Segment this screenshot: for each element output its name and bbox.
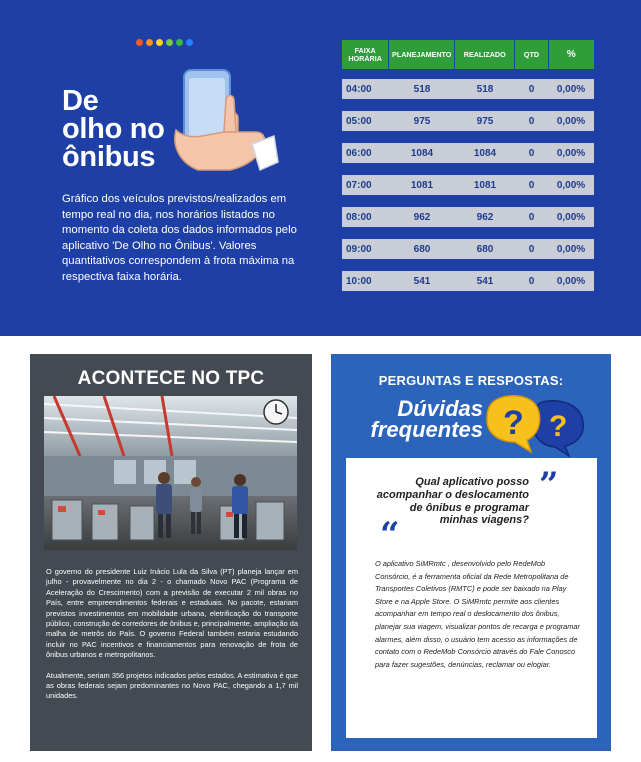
- table-cell: 09:00: [346, 243, 372, 255]
- table-cell: 0: [528, 147, 535, 159]
- faq-card: [331, 354, 611, 751]
- table-cell: 0,00%: [556, 211, 586, 223]
- schedule-table-body: [342, 79, 594, 291]
- table-row: [342, 175, 594, 195]
- table-row: [342, 143, 594, 163]
- color-dot: [186, 39, 193, 46]
- news-title: ACONTECE NO TPC: [77, 368, 265, 389]
- bubble-question-mark: ?: [549, 410, 568, 443]
- close-quote-icon: ”: [539, 465, 559, 505]
- faq-kicker: PERGUNTAS E RESPOSTAS:: [378, 373, 564, 388]
- news-card: [30, 354, 312, 751]
- table-cell: 541: [476, 275, 494, 287]
- table-row: [342, 207, 594, 227]
- color-dots: [136, 39, 193, 46]
- news-paragraph: O governo do presidente Luiz Inácio Lula da Silva (PT) planeja lançar em julho - provavelmente no dia 2 - o chamado Novo PAC (Programa de Aceleração do Crescimento) com a previsão de executar 2 mil obras no País, entre empreendimentos federais e estaduais. No pacote, estariam previstos investimentos em mobilidade urbana, eletrificação do transporte público, construção de corredores de ônibus e, principalmente, ampliação da malha de metrôs do País. O governo Federal também estaria estudando incluir no PAC incentivos e financiamentos para renovação de frota de ônibus urbanos e metropolitanos.: [46, 567, 298, 660]
- faq-title: Dúvidas frequentes: [370, 396, 483, 442]
- table-cell: 680: [476, 243, 494, 255]
- color-dot: [166, 39, 173, 46]
- table-cell: 518: [476, 83, 494, 95]
- question-bubbles-icon: [485, 392, 589, 458]
- color-dot: [156, 39, 163, 46]
- bus-terminal-photo: [44, 396, 297, 550]
- table-cell: 1084: [473, 147, 497, 159]
- news-body: [46, 567, 298, 702]
- table-cell: 1084: [410, 147, 434, 159]
- table-cell: 0: [528, 115, 535, 127]
- table-cell: 0,00%: [556, 115, 586, 127]
- table-cell: 0,00%: [556, 243, 586, 255]
- table-cell: 0,00%: [556, 275, 586, 287]
- color-dot: [136, 39, 143, 46]
- faq-answer-box: [346, 458, 597, 738]
- open-quote-icon: “: [380, 515, 400, 555]
- table-cell: 0: [528, 179, 535, 191]
- table-cell: 962: [413, 211, 431, 223]
- table-cell: 518: [413, 83, 431, 95]
- table-cell: 975: [476, 115, 494, 127]
- table-row: [342, 111, 594, 131]
- faq-answer: O aplicativo SiMRmtc , desenvolvido pelo RedeMob Consórcio, é a ferramenta oficial da Rede Metropolitana de Transportes Coletivos (RMTC) e pode ser baixado na Play Store e na Apple Store. O SiMRmtc permite aos clientes acompanhar em tempo real o deslocamento dos ônibus, planejar sua viagem, visualizar pontos de recarga e programar alarmes, além disso, o usuário tem acesso as informações de contato com o RedeMob Consórcio através do Fale Conosco para fazer sugestões, denúncias, reclamar ou elogiar.: [375, 559, 580, 669]
- table-cell: 05:00: [346, 115, 372, 127]
- header-planejamento: PLANEJAMENTO: [389, 40, 454, 69]
- table-cell: 1081: [473, 179, 497, 191]
- table-cell: 962: [476, 211, 494, 223]
- table-row: [342, 239, 594, 259]
- table-row: [342, 79, 594, 99]
- table-cell: 975: [413, 115, 431, 127]
- table-cell: 0,00%: [556, 83, 586, 95]
- table-cell: 680: [413, 243, 431, 255]
- table-cell: 1081: [410, 179, 434, 191]
- table-row: [342, 271, 594, 291]
- table-cell: 0: [528, 83, 535, 95]
- table-cell: 0,00%: [556, 147, 586, 159]
- header-faixa-horaria: FAIXA HORÁRIA: [342, 40, 388, 69]
- table-cell: 04:00: [346, 83, 372, 95]
- table-cell: 08:00: [346, 211, 372, 223]
- header-qtd: QTD: [515, 40, 547, 69]
- bubble-question-mark: ?: [503, 404, 524, 442]
- top-banner: [0, 0, 641, 336]
- hand-phone-icon: [168, 66, 280, 178]
- table-cell: 0,00%: [556, 179, 586, 191]
- faq-question: Qual aplicativo posso acompanhar o deslocamento de ônibus e programar minhas viagens?: [376, 476, 529, 527]
- header-realizado: REALIZADO: [455, 40, 514, 69]
- news-paragraph: Atualmente, seriam 356 projetos indicados pelos estados. A estimativa é que as obras federais sejam predominantes no Novo PAC, chegando a 1,7 mil unidades.: [46, 670, 298, 701]
- header-percent: %: [549, 40, 594, 69]
- color-dot: [146, 39, 153, 46]
- schedule-table-header: [342, 40, 594, 69]
- table-cell: 0: [528, 211, 535, 223]
- banner-title: De olho no ônibus: [62, 85, 165, 173]
- table-cell: 07:00: [346, 179, 372, 191]
- table-cell: 0: [528, 275, 535, 287]
- table-cell: 541: [413, 275, 431, 287]
- banner-description: Gráfico dos veículos previstos/realizados em tempo real no dia, nos horários listados no momento da coleta dos dados informados pelo aplicativo 'De Olho no Ônibus'. Valores quantitativos correspondem à frota máxima na respectiva faixa horária.: [62, 193, 297, 283]
- schedule-table: [342, 40, 594, 303]
- table-cell: 10:00: [346, 275, 372, 287]
- table-cell: 06:00: [346, 147, 372, 159]
- color-dot: [176, 39, 183, 46]
- table-cell: 0: [528, 243, 535, 255]
